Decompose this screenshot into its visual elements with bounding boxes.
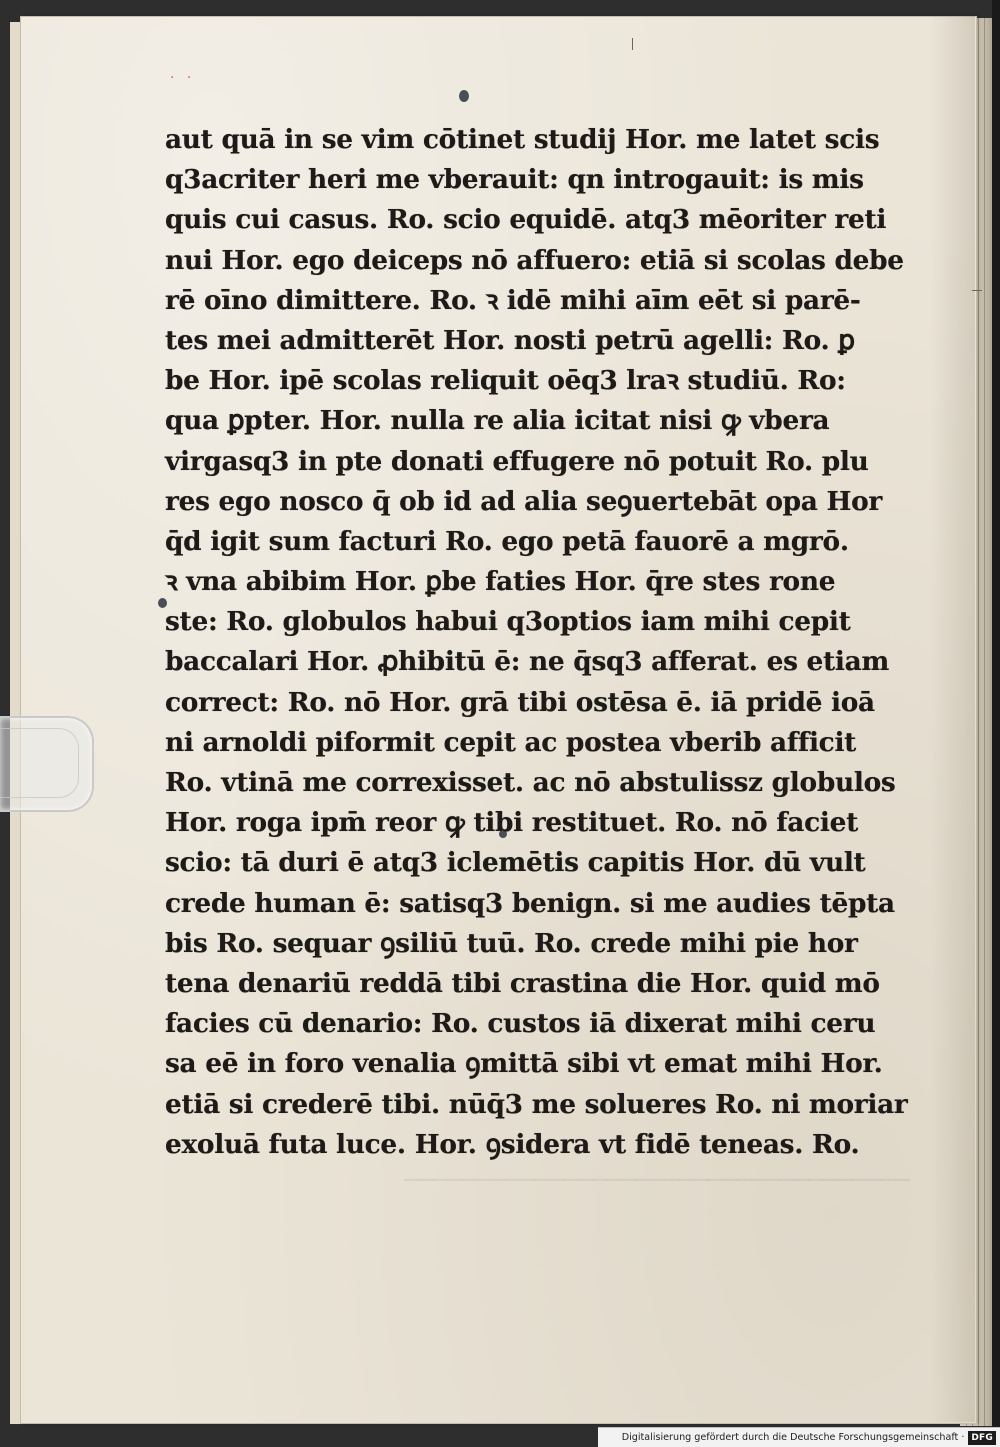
text-line: be Hor. ipē scolas reliquit oēq3 lraꝛ studiū. Ro: (165, 365, 846, 397)
text-line: aut quā in se vim cōtinet studij Hor. me latet scis (165, 124, 880, 155)
text-line: tes mei admitterēt Hor. nosti petrū agelli: Ro. ꝑ (165, 324, 855, 356)
text-line: virgasq3 in pte donati effugere nō potuit Ro. plu (165, 445, 869, 477)
text-line: correct: Ro. nō Hor. grā tibi ostēsa ē. iā pridē ioā (165, 686, 875, 718)
text-line: qua ꝑpter. Hor. nulla re alia icitat nisi ꝙ vbera (165, 405, 830, 437)
text-line: res ego nosco q̄ ob id ad alia seꝯuertebāt opa Hor (165, 485, 883, 517)
text-line: etiā si crederē tibi. nūq̄3 me solueres Ro. ni moriar (165, 1088, 908, 1120)
text-line: bis Ro. sequar ꝯsiliū tuū. Ro. crede mihi pie hor (165, 927, 858, 959)
text-line: tena denariū reddā tibi crastina die Hor. quid mō (165, 967, 880, 999)
text-line: sa eē in foro venalia ꝯmittā sibi vt emat mihi Hor. (165, 1048, 883, 1080)
text-line: q̄d igit sum facturi Ro. ego petā fauorē a mgrō. (165, 525, 849, 557)
text-line: ni arnoldi piformit cepit ac postea vberib afficit (165, 726, 857, 758)
page-clamp-inner (0, 728, 79, 798)
text-line: q3acriter heri me vberauit: qn introgauit: is mis (165, 164, 864, 196)
show-through-text: ─────────────────────────────────── (404, 1165, 910, 1194)
text-line: baccalari Hor. ꝓhibitū ē: ne q̄sq3 afferat. es etiam (165, 646, 890, 678)
pencil-mark (632, 38, 633, 50)
text-line: ꝛ vna abibim Hor. ꝑbe faties Hor. q̄re stes rone (165, 566, 836, 598)
scan-border (992, 0, 1000, 1447)
credit-text: Digitalisierung gefördert durch die Deutsche Forschungsgemeinschaft · (621, 1432, 965, 1443)
ink-dot-mark (459, 90, 469, 102)
text-line: ste: Ro. globulos habui q3optios iam mihi cepit (165, 606, 851, 638)
text-line: nui Hor. ego deiceps nō affuero: etiā si scolas debe (165, 244, 904, 276)
text-line: facies cū denario: Ro. custos iā dixerat mihi ceru (165, 1008, 876, 1040)
digitization-credit-bar (598, 1427, 1000, 1447)
text-line: Ro. vtinā me correxisset. ac nō abstulissz globulos (165, 767, 896, 798)
text-line: exoluā futa luce. Hor. ꝯsidera vt fidē teneas. Ro. (165, 1128, 860, 1160)
text-line: quis cui casus. Ro. scio equidē. atq3 mēoriter reti (165, 204, 887, 236)
pencil-mark (972, 290, 982, 291)
text-line: rē oīno dimittere. Ro. ꝛ idē mihi aīm eēt si parē- (165, 284, 861, 316)
text-line: Hor. roga ipm̄ reor ꝙ tibi restituet. Ro. nō faciet (165, 807, 858, 839)
text-line: crede human ē: satisq3 benign. si me audies tēpta (165, 887, 895, 919)
red-ink-mark: · · (170, 70, 196, 86)
printed-text-block (165, 120, 910, 1165)
text-line: scio: tā duri ē atq3 iclemētis capitis Hor. dū vult (165, 847, 866, 879)
dfg-logo-icon: DFG (968, 1431, 996, 1445)
